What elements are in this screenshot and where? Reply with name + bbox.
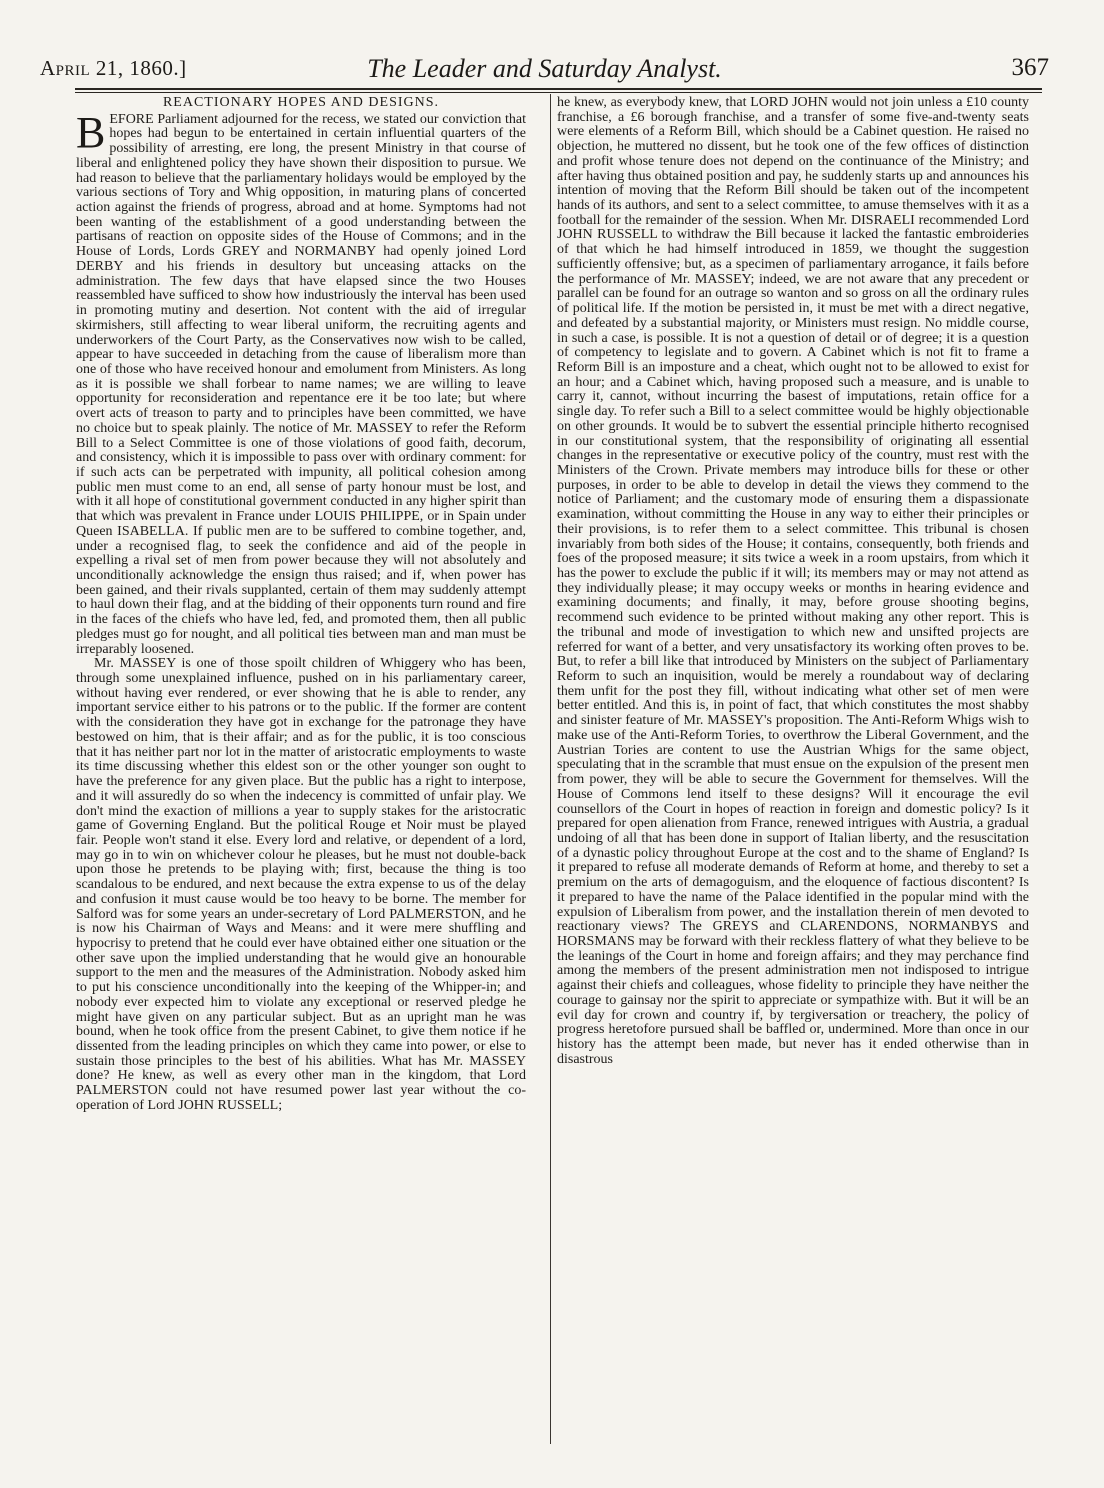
column-divider bbox=[550, 94, 551, 1444]
column-right bbox=[557, 96, 1029, 1444]
article-paragraph-1 bbox=[76, 107, 526, 658]
header-rule-thin bbox=[75, 92, 1042, 93]
publication-title: The Leader and Saturday Analyst. bbox=[367, 54, 722, 83]
paragraph-1-text: EFORE Parliament adjourned for the recess, we stated our conviction that hopes had begun to be entertained in certain influential quarters of the possibility of arresting, ere long, the present Ministry in that course of liberal and enlightened policy they have shown their disposition to pursue. We had reason to believe that the parliamentary holidays would be employed by the various sections of Tory and Whig opposition, in maturing plans of concerted action against the friends of progress, abroad and at home. Symptoms had not been wanting of the establishment of a good understanding between the partisans of reaction on opposite sides of the House of Commons; and in the House of Lords, Lords GREY and NORMANBY had openly joined Lord DERBY and his friends in desultory but unceasing attacks on the administration. The few days that have elapsed since the two Houses reassembled have sufficed to show how industriously the interval has been used in promoting mutiny and desertion. Not content with the aid of irregular skirmishers, still affecting to wear liberal uniform, the recruiting agents and underworkers of the Court Party, as the Conservatives now wish to be called, appear to have succeeded in detaching from the cause of liberalism more than one of those who have received honour and emolument from Ministers. As long as it is possible we shall forbear to name names; we are willing to leave opportunity for reconsideration and repentance ere it be too late; but where overt acts of treason to party and to principles have been committed, we have no choice but to speak plainly. The notice of Mr. MASSEY to refer the Reform Bill to a Select Committee is one of those violations of good faith, decorum, and consistency, which it is impossible to pass over with ordinary comment: for if such acts can be perpetrated with impunity, all political cohesion among public men must come to an end, all sense of party honour must be lost, and with it all hope of constitutional government conducted in any higher spirit than that which was prevalent in France under LOUIS PHILIPPE, or in Spain under Queen ISABELLA. If public men are to be suffered to combine together, and, under a recognised flag, to seek the confidence and aid of the people in expelling a rival set of men from power because they will not absolutely and unconditionally acknowledge the ensign thus raised; and if, when power has been gained, and their rivals supplanted, certain of them may suddenly attempt to haul down their flag, and at the bidding of their opponents turn round and fire in the faces of the chiefs who have led, fed, and promoted them, then all public pledges must go for nought, and all political ties between man and man must be irreparably loosened. bbox=[76, 111, 526, 657]
header-rule bbox=[75, 88, 1042, 90]
article-paragraph-3: he knew, as everybody knew, that LORD JOHN would not join unless a £10 county franchise, a £6 borough franchise, and a transfer of some five-and-twenty seats were elements of a Reform Bill, which should be a Cabinet question. He raised no objection, he muttered no dissent, but he took one of the few offices of distinction and profit whose tenure does not depend on the continuance of the Ministry; and after having thus obtained position and pay, he suddenly starts up and announces his intention of moving that the Reform Bill should be taken out of the incompetent hands of its authors, and sent to a select committee, to amuse themselves with it as a football for the remainder of the session. When Mr. DISRAELI recommended Lord JOHN RUSSELL to withdraw the Bill because it lacked the fantastic embroideries of that which he had himself introduced in 1859, we thought the suggestion sufficiently offensive; but, as a specimen of parliamentary arrogance, it fails before the performance of Mr. MASSEY; indeed, we are not aware that any precedent or parallel can be found for an outrage so wanton and so gross on all the ordinary rules of political life. If the motion be persisted in, it must be met with a direct negative, and defeated by a substantial majority, or Ministers must resign. No middle course, in such a case, is possible. It is not a question of detail or of degree; it is a question of competency to legislate and to govern. A Cabinet which is not fit to frame a Reform Bill is an imposture and a cheat, which ought not to be allowed to exist for an hour; and a Cabinet which, having proposed such a measure, and is unable to carry it, cannot, without incurring the basest of imputations, retain office for a single day. To refer such a Bill to a select committee would be highly objectionable on other grounds. It would be to subvert the essential principle hitherto recognised in our constitutional system, that the responsibility of originating all essential changes in the representative or executive policy of the country, must rest with the Ministers of the Crown. Private members may introduce bills for these or other purposes, in order to be able to develop in detail the views they commend to the notice of Parliament; and the customary mode of ensuring them a dispassionate examination, without committing the House in any way to either their principles or their provisions, is to refer them to a select committee. This tribunal is chosen invariably from both sides of the House; it contains, consequently, both friends and foes of the proposed measure; it sits twice a week in a room upstairs, from which it has the power to exclude the public if it will; its members may or may not attend as they individually please; it may occupy weeks or months in hearing evidence and examining documents; and finally, it may, before grouse shooting begins, recommend such evidence to be printed without making any other report. This is the tribunal and mode of investigation to which new and unsifted projects are referred for want of a better, and very unsatisfactory its working often proves to be. But, to refer a bill like that introduced by Ministers on the subject of Parliamentary Reform to such an inquisition, would be merely a roundabout way of declaring them unfit for the post they fill, without indicating what other set of men were better entitled. And this is, in point of fact, that which constitutes the most shabby and sinister feature of Mr. MASSEY's proposition. The Anti-Reform Whigs wish to make use of the Anti-Reform Tories, to overthrow the Liberal Government, and the Austrian Tories are content to use the Austrian Whigs for the same object, speculating that in the scramble that must ensue on the expulsion of the present men from power, they will be able to secure the Government for themselves. Will the House of Commons lend itself to these designs? Will it encourage the evil counsellors of the Court in hopes of reaction in foreign and domestic policy? Is it prepared for open alienation from France, renewed intrigues with Austria, a gradual undoing of all that has been done in support of Italian liberty, and the resuscitation of a dynastic policy throughout Europe at the cost and to the shame of England? Is it prepared to refuse all moderate demands of Reform at home, and thereby to set a premium on the arts of demagoguism, and the eloquence of factious discontent? Is it prepared to have the name of the Palace identified in the popular mind with the expulsion of Liberalism from power, and the installation therein of men devoted to reactionary views? The GREYS and CLARENDONS, NORMANBYS and HORSMANS may be forward with their reckless flattery of what they believe to be the leanings of the Court in home and foreign affairs; and they may perchance find among the members of the present administration men not indisposed to intrigue against their chiefs and colleagues, whose fidelity to principle they have neither the courage to gainsay nor the spirit to appreciate or sympathize with. But it will be an evil day for crown and country if, by tergiversation or treachery, the policy of progress heretofore pursued shall be baffled or, undermined. More than once in our history has the attempt been made, but never has it ended otherwise than in disastrous bbox=[557, 96, 1029, 1067]
column-left bbox=[76, 96, 526, 1444]
issue-date: April 21, 1860.] bbox=[40, 56, 187, 80]
article-paragraph-2: Mr. MASSEY is one of those spoilt children of Whiggery who has been, through some unexplained influence, pushed on in his parliamentary career, without having ever rendered, or ever showing that he is able to render, any important service either to his patrons or to the public. If the former are content with the consideration they have got in exchange for the patronage they have bestowed on him, that is their affair; and as for the public, it is too conscious that it has neither part nor lot in the matter of aristocratic employments to waste its time discussing whether this eldest son or the other younger son ought to have the preference for any given place. But the public has a right to interpose, and it will assuredly do so when the indecency is committed of unfair play. We don't mind the exaction of millions a year to supply stakes for the aristocratic game of Governing England. But the political Rouge et Noir must be played fair. People won't stand it else. Every lord and relative, or dependent of a lord, may go in to win on whichever colour he pleases, but he must not double-back upon those he pretends to be playing with; first, because the thing is too scandalous to be endured, and next because the extra expense to us of the delay and confusion it must cause would be too heavy to be borne. The member for Salford was for some years an under-secretary of Lord PALMERSTON, and he is now his Chairman of Ways and Means: and it were mere shuffling and hypocrisy to pretend that he could ever have obtained either one situation or the other save upon the implied understanding that he would give an honourable support to the men and the measures of the Administration. Nobody asked him to put his conscience unconditionally into the keeping of the Whipper-in; and nobody ever expected him to violate any exceptional or reserved pledge he might have given on any particular subject. But as an upright man he was bound, when he took office from the present Cabinet, to give them notice if he dissented from the leading principles on which they came into power, or else to sustain those principles to the best of his abilities. What has Mr. MASSEY done? He knew, as well as every other man in the kingdom, that Lord PALMERSTON could not have resumed power last year without the co-operation of Lord JOHN RUSSELL; bbox=[76, 656, 526, 1113]
running-head bbox=[40, 54, 1049, 90]
page-number: 367 bbox=[1011, 54, 1049, 81]
drop-cap: B bbox=[76, 107, 106, 157]
article-title: REACTIONARY HOPES AND DESIGNS. bbox=[162, 96, 440, 110]
